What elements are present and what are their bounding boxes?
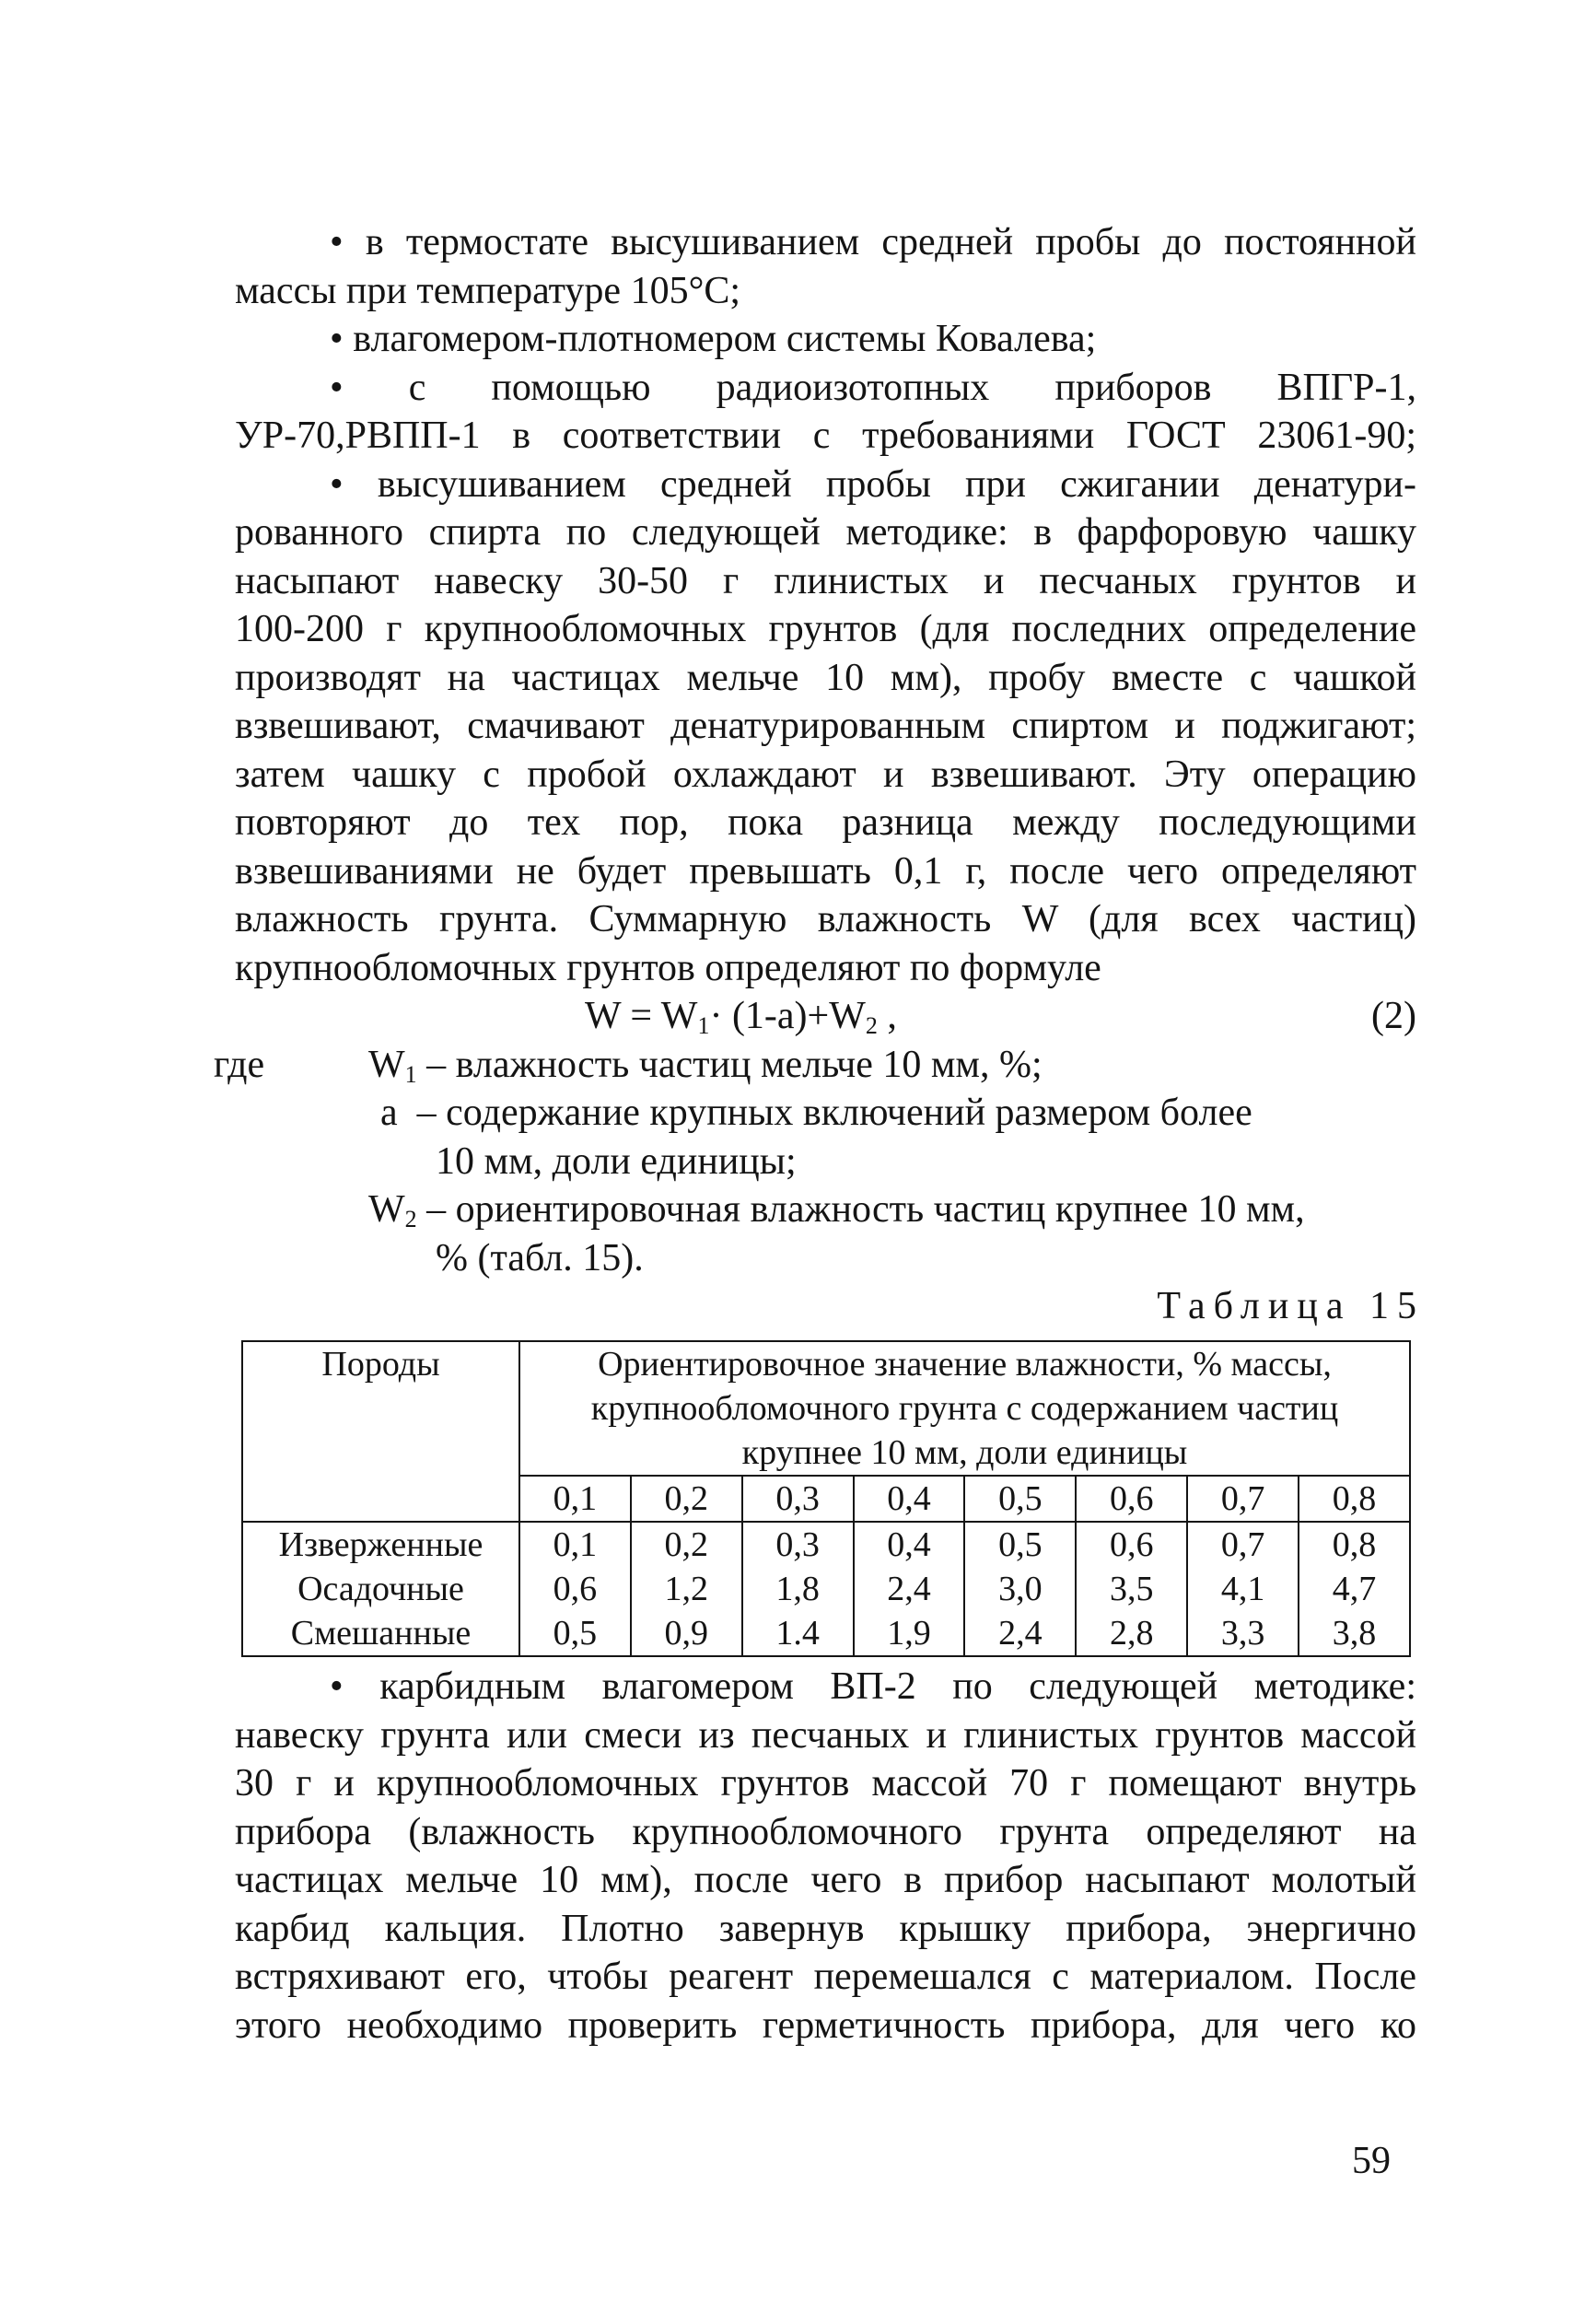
fraction-cell: 0,8: [1299, 1476, 1410, 1522]
moisture-table: [241, 1340, 1411, 1657]
table-caption: Таблица 15: [1157, 1285, 1425, 1327]
row-label: Осадочные: [242, 1567, 519, 1611]
text-line: • высушиванием средней пробы при сжигании денатури-: [330, 462, 1416, 506]
fraction-cell: 0,1: [519, 1476, 631, 1522]
where-a-cont: [235, 1138, 1416, 1186]
text-line: • в термостате высушиванием средней пробы до постоянной: [330, 221, 1416, 263]
table-cell: 1,8: [742, 1567, 854, 1611]
fraction-cell: 0,3: [742, 1476, 854, 1522]
where-w2-def: $W_2$ – ориентировочная влажность частиц крупнее 10 мм,: [368, 1188, 1305, 1232]
page-number: 59: [1352, 2140, 1391, 2182]
where-w1-def: $W_1$ – влажность частиц мельче 10 мм, %;: [368, 1043, 1043, 1088]
table-cell: 0,3: [742, 1522, 854, 1567]
where-w2: [235, 1186, 1416, 1234]
table-cell: 3,3: [1187, 1611, 1299, 1656]
table-cell: 0,5: [519, 1611, 631, 1656]
header-group: [519, 1341, 1410, 1476]
table-cell: 2,4: [964, 1611, 1076, 1656]
formula-2: [235, 992, 1416, 1041]
table-cell: 1,9: [854, 1611, 965, 1656]
text-line: рованного спирта по следующей методике: в фарфоровую чашку: [235, 511, 1416, 554]
table-cell: 3,5: [1076, 1567, 1187, 1611]
where-a: [235, 1089, 1416, 1138]
text-line: УР-70,РВПП-1 в соответствии с требованиями ГОСТ 23061-90;: [235, 415, 1416, 457]
text-line: взвешиваниями не будет превышать 0,1 г, после чего определяют: [235, 849, 1416, 893]
fraction-cell: 0,6: [1076, 1476, 1187, 1522]
table-cell: 4,7: [1299, 1567, 1410, 1611]
table-cell: 0,1: [519, 1522, 631, 1567]
row-label: Изверженные: [242, 1522, 519, 1567]
where-w1: [214, 1041, 1416, 1090]
header-porody: Породы: [242, 1341, 519, 1522]
formula-expression: $W = W_1\cdot (1-a)+W_2$ ,: [585, 995, 897, 1039]
text-block-top: [214, 218, 1425, 1331]
text-line: производят на частицах мельче 10 мм), пробу вместе с чашкой: [235, 656, 1416, 699]
table-cell: 0,6: [1076, 1522, 1187, 1567]
table-cell: 4,1: [1187, 1567, 1299, 1611]
table-cell: 2,8: [1076, 1611, 1187, 1656]
table-cell: 3,8: [1299, 1611, 1410, 1656]
table-row: [242, 1522, 1410, 1567]
formula-number: (2): [1371, 995, 1416, 1037]
text-line: этого необходимо проверить герметичность прибора, для чего ко: [235, 2003, 1416, 2047]
where-a-def-cont: 10 мм, доли единицы;: [436, 1139, 797, 1183]
table-cell: 0,2: [631, 1522, 742, 1567]
table-cell: 3,0: [964, 1567, 1076, 1611]
header-group-line: крупнообломочного грунта с содержанием частиц: [590, 1389, 1339, 1428]
table-row: [242, 1611, 1410, 1656]
where-w2-cont: [235, 1234, 1416, 1283]
fraction-cell: 0,7: [1187, 1476, 1299, 1522]
table-cell: 0,6: [519, 1567, 631, 1611]
text-line: • карбидным влагомером ВП-2 по следующей методике:: [330, 1665, 1416, 1708]
text-line: 30 г и крупнообломочных грунтов массой 70 г помещают внутрь: [235, 1762, 1416, 1805]
where-label: где: [214, 1043, 265, 1086]
fraction-cell: 0,2: [631, 1476, 742, 1522]
text-line: крупнообломочных грунтов определяют по формуле: [235, 946, 1101, 989]
fraction-cell: 0,5: [964, 1476, 1076, 1522]
text-line: повторяют до тех пор, пока разница между последующими: [235, 801, 1416, 844]
text-line: • влагомером-плотномером системы Ковалева;: [330, 318, 1097, 360]
text-line: взвешивают, смачивают денатурированным спиртом и поджигают;: [235, 705, 1416, 747]
text-line: массы при температуре 105°С;: [235, 269, 741, 312]
text-line: влажность грунта. Суммарную влажность W (для всех частиц): [235, 898, 1416, 940]
table-header-row: [242, 1341, 1410, 1476]
table-cell: 0,8: [1299, 1522, 1410, 1567]
table-cell: 1.4: [742, 1611, 854, 1656]
text-line: прибора (влажность крупнообломочного грунта определяют на: [235, 1810, 1416, 1853]
text-line: насыпают навеску 30-50 г глинистых и песчаных грунтов и: [235, 559, 1416, 602]
fraction-cell: 0,4: [854, 1476, 965, 1522]
text-line: • с помощью радиоизотопных приборов ВПГР-1,: [330, 366, 1416, 409]
table-cell: 0,5: [964, 1522, 1076, 1567]
header-group-line: крупнее 10 мм, доли единицы: [741, 1433, 1188, 1472]
table-row: [242, 1567, 1410, 1611]
text-line: навеску грунта или смеси из песчаных и глинистых грунтов массой: [235, 1713, 1416, 1757]
where-w2-def-cont: % (табл. 15).: [436, 1236, 644, 1279]
table-cell: 2,4: [854, 1567, 965, 1611]
text-line: карбид кальция. Плотно завернув крышку прибора, энергично: [235, 1907, 1416, 1950]
text-line: встряхивают его, чтобы реагент перемешался с материалом. После: [235, 1956, 1416, 1998]
text-line: 100-200 г крупнообломочных грунтов (для последних определение: [235, 608, 1416, 650]
text-line: затем чашку с пробой охлаждают и взвешивают. Эту операцию: [235, 753, 1416, 796]
row-label: Смешанные: [242, 1611, 519, 1656]
text-block-bottom: [235, 1663, 1416, 2050]
table-cell: 1,2: [631, 1567, 742, 1611]
text-line: частицах мельче 10 мм), после чего в прибор насыпают молотый: [235, 1859, 1416, 1901]
where-a-def: a – содержание крупных включений размером более: [380, 1092, 1252, 1134]
header-group-line: Ориентировочное значение влажности, % массы,: [598, 1345, 1332, 1384]
table-cell: 0,9: [631, 1611, 742, 1656]
table-cell: 0,4: [854, 1522, 965, 1567]
table-cell: 0,7: [1187, 1522, 1299, 1567]
